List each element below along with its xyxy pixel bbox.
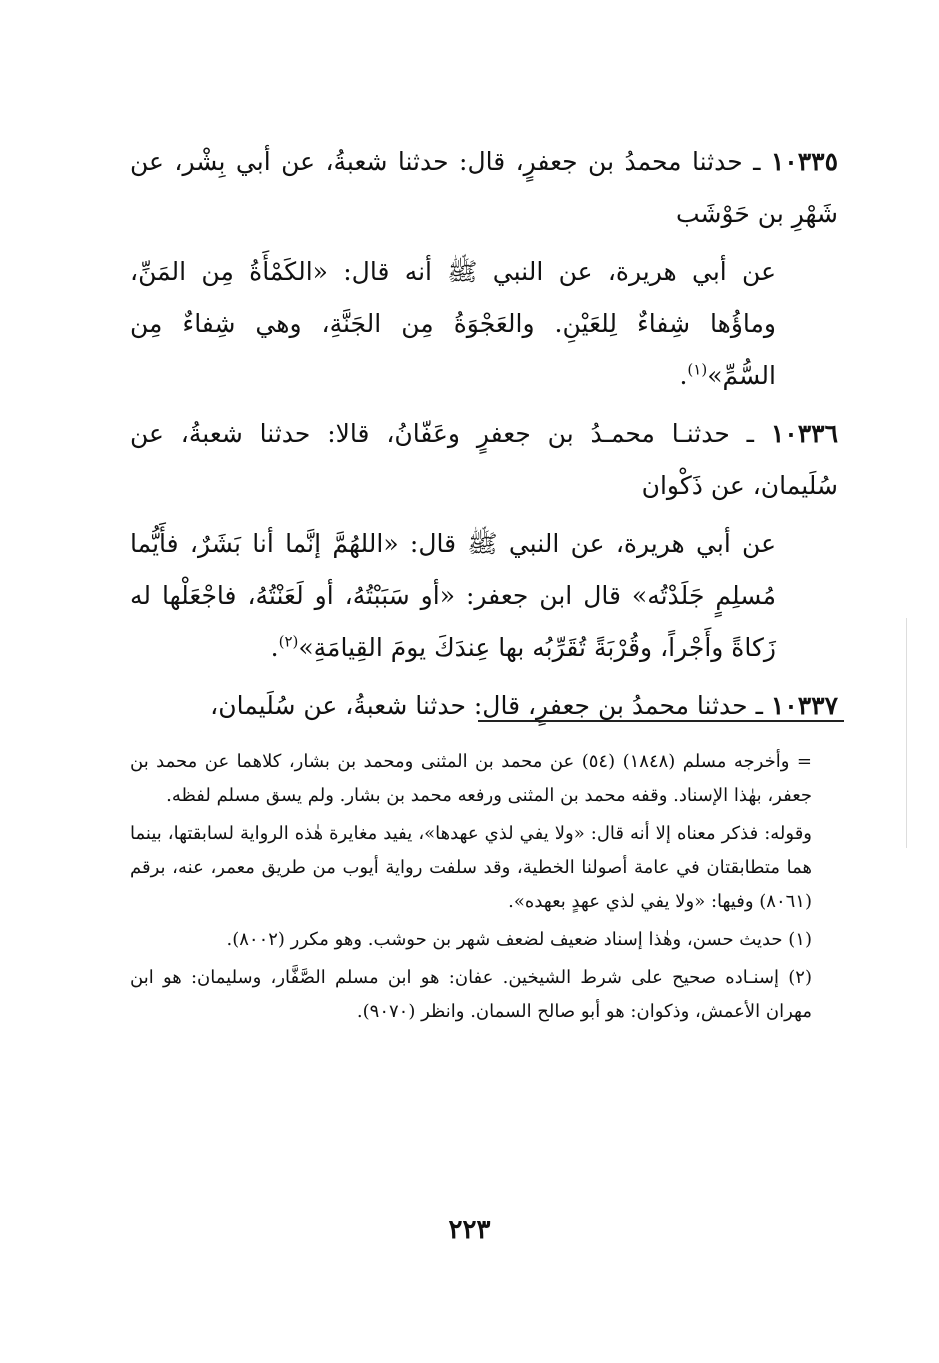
matn-text: عن أبي هريرة، عن النبي ﷺ أنه قال: «الكَمْأَةُ مِن المَنِّ، وماؤُها شِفاءٌ لِلعَيْنِ. والعَجْوَةُ مِن الجَنَّةِ، وهي شِفاءٌ مِن السُّمِّ» — [130, 257, 776, 390]
hadith-number: ١٠٣٣٦ — [770, 419, 838, 448]
main-text — [130, 136, 838, 732]
hadith-10336-isnad — [130, 408, 838, 512]
footnote-1: (١) حديث حسن، وهٰذا إسناد ضعيف لضعف شهر بن حوشب. وهو مكرر (٨٠٠٢). — [226, 929, 812, 950]
footnote-ref[interactable]: (١) — [687, 360, 708, 379]
hadith-10335-isnad — [130, 136, 838, 240]
footnotes — [130, 745, 838, 1029]
matn-text: عن أبي هريرة، عن النبي ﷺ قال: «اللهُمَّ إنَّما أنا بَشَرٌ، فأَيُّما مُسلِمٍ جَلَدْتُه» قال ابن جعفر: «أو سَبَبْتُهُ، أو لَعَنْتُهُ، فاجْعَلْها له زَكاةً وأَجْراً، وقُرْبَةً تُقَرِّبُه بها عِندَكَ يومَ القِيامَةِ» — [130, 529, 776, 662]
isnad-text: ـ حدثنـا محمـدُ بن جعفرٍ وعَفّانُ، قالا: حدثنا شعبةُ، عن سُلَيمان، عن ذَكْوان — [130, 419, 838, 500]
isnad-text: ـ حدثنا محمدُ بن جعفرٍ، قال: حدثنا شعبةُ، عن أبي بِشْر، عن شَهْرِ بن حَوْشَب — [130, 147, 838, 228]
page-number: ٢٢٣ — [448, 1215, 491, 1245]
footnote-separator — [478, 720, 844, 722]
scan-edge-line — [906, 618, 907, 848]
hadith-10335-matn — [130, 246, 838, 402]
footnote-continued: = وأخرجه مسلم (١٨٤٨) (٥٤) عن محمد بن المثنى ومحمد بن بشار، كلاهما عن محمد بن جعفر، بهٰذا الإسناد. وقفه محمد بن المثنى ورفعه محمد بن بشار. ولم يسق مسلم لفظه. — [130, 751, 812, 806]
footnote-continued-remark: وقوله: فذكر معناه إلا أنه قال: «ولا يفي لذي عهدها»، يفيد مغايرة هٰذه الرواية لسابقتها، بينما هما متطابقتان في عامة أصولنا الخطية، وقد سلفت رواية أيوب من طريق معمر، عنه، برقم (٨٠٦١) وفيها: «ولا يفي لذي عهدٍ بعهده». — [130, 823, 812, 912]
footnote-2: (٢) إسنـاده صحيح على شرط الشيخين. عفان: هو ابن مسلم الصَّفَّار، وسليمان: هو ابن مهران الأعمش، وذكوان: هو أبو صالح السمان. وانظر (٩٠٧٠). — [130, 967, 812, 1022]
isnad-text: ـ حدثنا محمدُ بن جعفرٍ، قال: حدثنا شعبةُ، عن سُلَيمان، — [210, 691, 771, 720]
matn-end: . — [679, 361, 688, 390]
hadith-number: ١٠٣٣٥ — [770, 147, 838, 176]
matn-end: . — [270, 633, 279, 662]
hadith-number: ١٠٣٣٧ — [770, 691, 838, 720]
hadith-10337-isnad — [130, 680, 838, 732]
hadith-10336-matn — [130, 518, 838, 674]
footnote-ref[interactable]: (٢) — [278, 632, 299, 651]
